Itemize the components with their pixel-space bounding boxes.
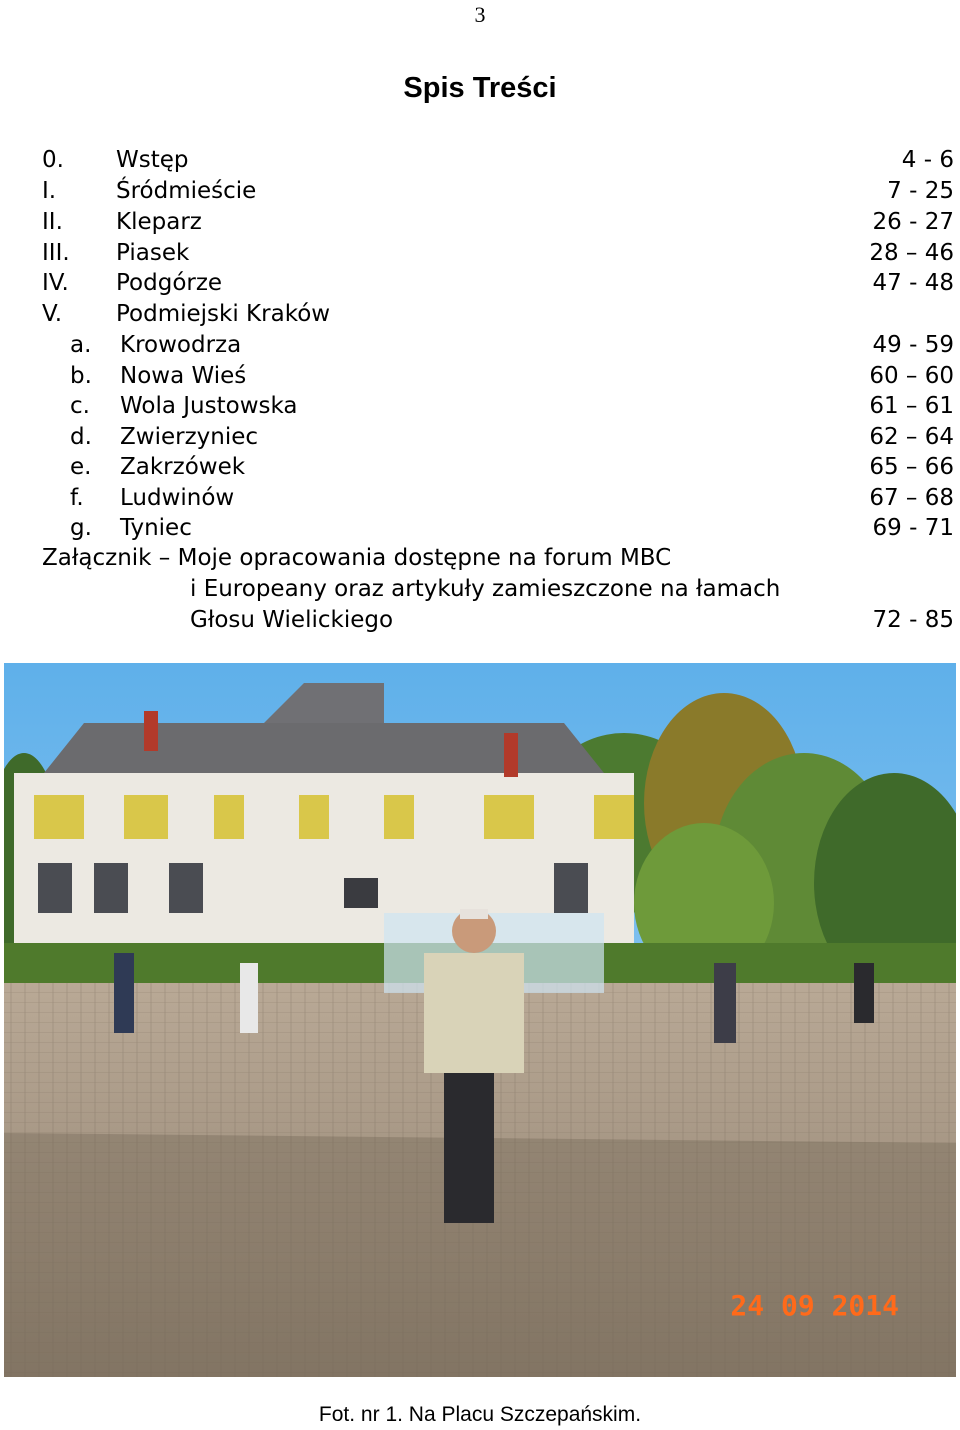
toc-row — [0, 513, 960, 543]
toc-number: g. — [70, 515, 92, 541]
toc-pages: 47 - 48 — [872, 270, 954, 296]
toc-label: Krowodrza — [120, 332, 242, 358]
toc-pages: 49 - 59 — [872, 332, 954, 358]
toc-row — [0, 330, 960, 360]
toc-pages: 26 - 27 — [872, 209, 954, 235]
photo-plac-szczepanski — [4, 663, 956, 1377]
toc-number: c. — [70, 393, 90, 419]
page-title: Spis Treści — [403, 72, 557, 104]
toc-pages: 61 – 61 — [869, 393, 954, 419]
toc-number: e. — [70, 454, 92, 480]
toc-row — [0, 145, 960, 175]
toc-row — [0, 483, 960, 513]
toc-label: Piasek — [116, 240, 190, 266]
toc-number: III. — [42, 240, 70, 266]
toc-number: V. — [42, 301, 63, 327]
date-stamp: 24 09 2014 — [730, 1289, 899, 1322]
toc-pages: 65 – 66 — [869, 454, 954, 480]
toc-label: Nowa Wieś — [120, 363, 247, 389]
photo-illustration — [4, 663, 956, 1377]
appendix-pages: 72 - 85 — [872, 607, 954, 633]
toc-label: Zakrzówek — [120, 454, 246, 480]
toc-row — [0, 391, 960, 421]
toc-pages: 67 – 68 — [869, 485, 954, 511]
toc-row — [0, 452, 960, 482]
toc-row — [0, 176, 960, 206]
toc-label: Wola Justowska — [120, 393, 298, 419]
toc-label: Podmiejski Kraków — [116, 301, 331, 327]
toc-row — [0, 361, 960, 391]
toc-row — [0, 238, 960, 268]
appendix-line-2: i Europeany oraz artykuły zamieszczone na łamach — [190, 576, 781, 602]
toc-number: f. — [70, 485, 84, 511]
page-number: 3 — [474, 2, 486, 27]
toc-pages: 62 – 64 — [869, 424, 954, 450]
toc-label: Ludwinów — [120, 485, 235, 511]
toc-row — [0, 207, 960, 237]
toc-pages: 60 – 60 — [869, 363, 954, 389]
toc-number: I. — [42, 178, 57, 204]
toc-pages: 28 – 46 — [869, 240, 954, 266]
toc-label: Śródmieście — [116, 178, 257, 204]
table-of-contents — [0, 0, 960, 640]
toc-number: b. — [70, 363, 92, 389]
toc-row — [0, 268, 960, 298]
toc-row — [0, 299, 960, 329]
toc-number: 0. — [42, 147, 64, 173]
toc-label: Zwierzyniec — [120, 424, 259, 450]
appendix-line-1: Załącznik – Moje opracowania dostępne na forum MBC — [42, 545, 672, 571]
toc-label: Tyniec — [120, 515, 192, 541]
toc-pages: 4 - 6 — [901, 147, 954, 173]
toc-number: II. — [42, 209, 63, 235]
toc-row — [0, 422, 960, 452]
photo-caption: Fot. nr 1. Na Placu Szczepańskim. — [318, 1403, 642, 1426]
toc-number: d. — [70, 424, 92, 450]
toc-label: Podgórze — [116, 270, 223, 296]
toc-label: Wstęp — [116, 147, 189, 173]
toc-pages: 69 - 71 — [872, 515, 954, 541]
toc-number: IV. — [42, 270, 69, 296]
toc-pages: 7 - 25 — [887, 178, 954, 204]
toc-number: a. — [70, 332, 92, 358]
appendix-line-3: Głosu Wielickiego — [190, 607, 394, 633]
toc-label: Kleparz — [116, 209, 202, 235]
